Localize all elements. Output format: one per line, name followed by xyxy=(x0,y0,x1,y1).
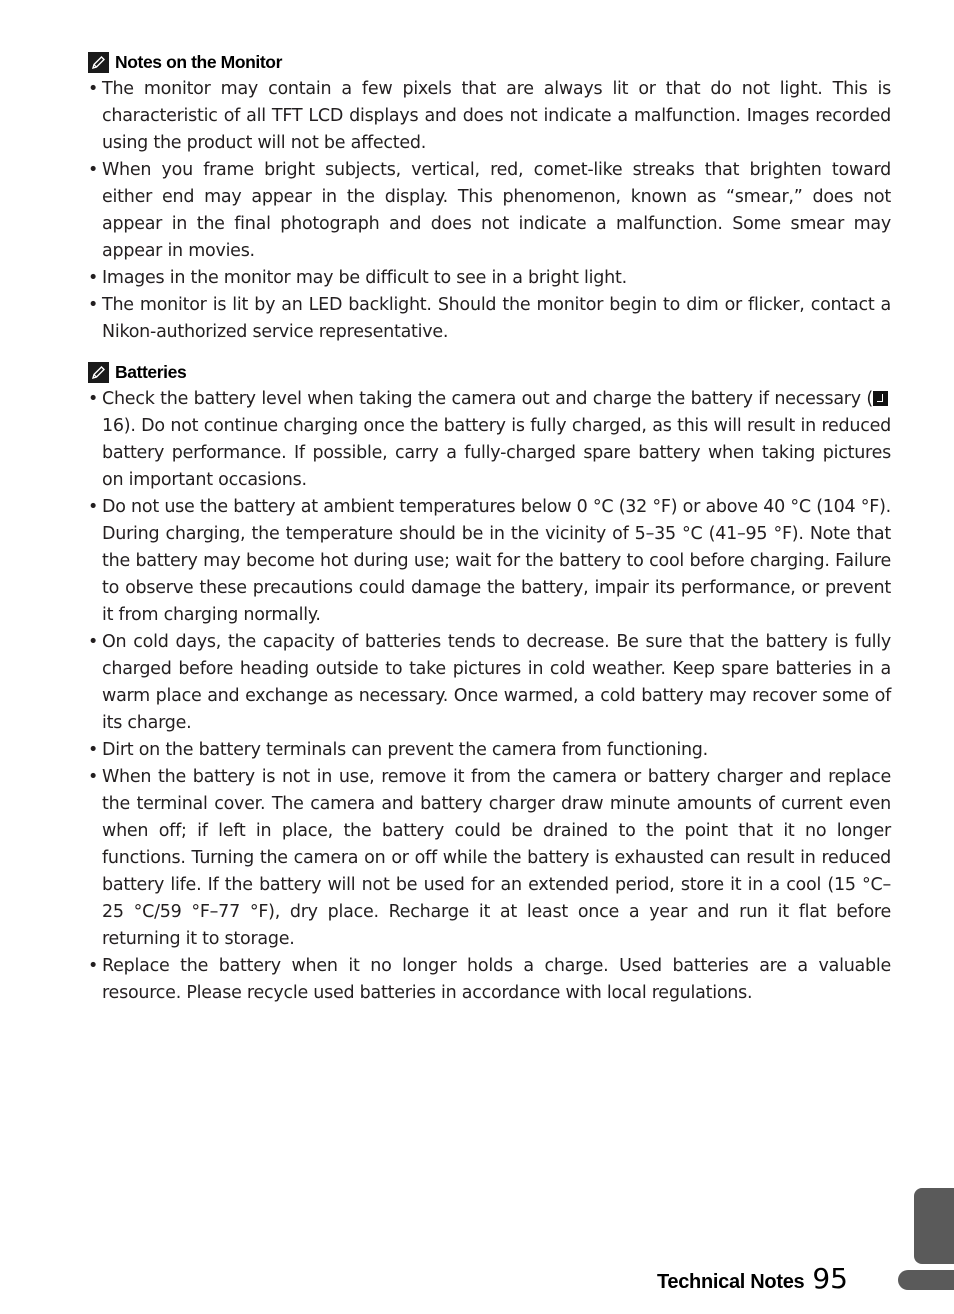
list-item: • Do not use the battery at ambient temperatures below 0 °C (32 °F) or above 40 °C (104 °F). During charging, the temperature should be in the vicinity of 5–35 °C (41–95 °F). Note that the battery may become hot during use; wait for the battery to cool before charging. Failure to observe these precautions could damage the battery, impair its performance, or prevent it from charging normally. xyxy=(88,494,891,629)
section-heading xyxy=(88,50,891,74)
pencil-note-icon xyxy=(88,362,109,383)
bullet-list xyxy=(88,386,891,1007)
page-reference-icon xyxy=(873,391,888,406)
section-title: Batteries xyxy=(115,361,187,382)
list-item: • Dirt on the battery terminals can prevent the camera from functioning. xyxy=(88,737,891,764)
list-item: • The monitor may contain a few pixels that are always lit or that do not light. This is characteristic of all TFT LCD displays and does not indicate a malfunction. Images recorded using the product will not be affected. xyxy=(88,76,891,157)
chapter-title: Technical Notes xyxy=(656,1271,805,1293)
page-edge-bar xyxy=(898,1270,954,1290)
section-title: Notes on the Monitor xyxy=(115,51,282,72)
chapter-tab xyxy=(914,1188,954,1264)
list-item: • Images in the monitor may be difficult to see in a bright light. xyxy=(88,265,891,292)
section-notes-on-monitor xyxy=(88,50,891,346)
list-item: • On cold days, the capacity of batteries tends to decrease. Be sure that the battery is fully charged before heading outside to take pictures in cold weather. Keep spare batteries in a warm place and exchange as necessary. Once warmed, a cold battery may recover some of its charge. xyxy=(88,629,891,737)
page-number: 95 xyxy=(812,1262,848,1295)
list-item: • When you frame bright subjects, vertical, red, comet-like streaks that brighten toward either end may appear in the display. This phenomenon, known as “smear,” does not appear in the final photograph and does not indicate a malfunction. Some smear may appear in movies. xyxy=(88,157,891,265)
list-item xyxy=(88,386,891,494)
page-footer xyxy=(657,1262,848,1295)
list-item: • When the battery is not in use, remove it from the camera or battery charger and replace the terminal cover. The camera and battery charger draw minute amounts of current even when off; if left in place, the battery could be drained to the point that it no longer functions. Turning the camera on or off while the battery is exhausted can result in reduced battery life. If the battery will not be used for an extended period, store it in a cool (15 °C–25 °C/59 °F–77 °F), dry place. Recharge it at least once a year and run it flat before returning it to storage. xyxy=(88,764,891,953)
pencil-note-icon xyxy=(88,52,109,73)
bullet-list xyxy=(88,76,891,346)
list-item: • Replace the battery when it no longer holds a charge. Used batteries are a valuable resource. Please recycle used batteries in accordance with local regulations. xyxy=(88,953,891,1007)
list-item: • The monitor is lit by an LED backlight. Should the monitor begin to dim or flicker, contact a Nikon-authorized service representative. xyxy=(88,292,891,346)
list-item-text: Check the battery level when taking the camera out and charge the battery if necessary ( xyxy=(102,389,873,409)
list-item-text: 16). Do not continue charging once the battery is fully charged, as this will result in reduced battery performance. If possible, carry a fully-charged spare battery when taking pictures on important occasions. xyxy=(102,416,891,490)
section-batteries xyxy=(88,360,891,1007)
section-heading xyxy=(88,360,891,384)
